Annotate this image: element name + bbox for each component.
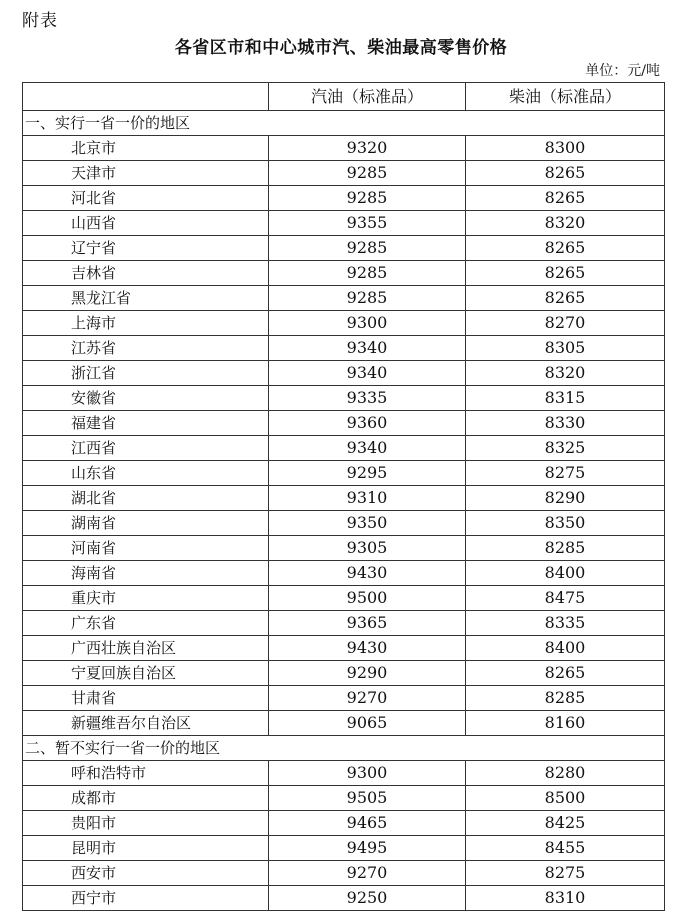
table-row (23, 236, 665, 261)
region-name: 宁夏回族自治区 (23, 661, 269, 686)
gasoline-price: 9355 (269, 211, 466, 236)
table-row (23, 536, 665, 561)
gasoline-price: 9285 (269, 186, 466, 211)
table-row (23, 586, 665, 611)
table-row (23, 486, 665, 511)
region-name: 山西省 (23, 211, 269, 236)
region-name: 河北省 (23, 186, 269, 211)
region-name: 新疆维吾尔自治区 (23, 711, 269, 736)
region-name: 西宁市 (23, 886, 269, 911)
header-region (23, 83, 269, 111)
table-row (23, 186, 665, 211)
gasoline-price: 9465 (269, 811, 466, 836)
table-row (23, 561, 665, 586)
table-row (23, 761, 665, 786)
diesel-price: 8275 (466, 461, 665, 486)
region-name: 呼和浩特市 (23, 761, 269, 786)
page-title: 各省区市和中心城市汽、柴油最高零售价格 (174, 38, 508, 58)
region-name: 江苏省 (23, 336, 269, 361)
gasoline-price: 9290 (269, 661, 466, 686)
gasoline-price: 9270 (269, 686, 466, 711)
diesel-price: 8320 (466, 211, 665, 236)
region-name: 辽宁省 (23, 236, 269, 261)
gasoline-price: 9340 (269, 361, 466, 386)
table-row (23, 886, 665, 911)
gasoline-price: 9320 (269, 136, 466, 161)
gasoline-price: 9285 (269, 236, 466, 261)
gasoline-price: 9300 (269, 311, 466, 336)
diesel-price: 8265 (466, 236, 665, 261)
region-name: 西安市 (23, 861, 269, 886)
gasoline-price: 9365 (269, 611, 466, 636)
header-gasoline: 汽油（标准品） (269, 83, 466, 111)
diesel-price: 8265 (466, 261, 665, 286)
annex-label: 附表 (22, 11, 58, 31)
table-row (23, 336, 665, 361)
gasoline-price: 9310 (269, 486, 466, 511)
table-row (23, 686, 665, 711)
unit-label: 单位：元/吨 (585, 63, 660, 79)
table-row (23, 436, 665, 461)
table-row (23, 361, 665, 386)
diesel-price: 8335 (466, 611, 665, 636)
diesel-price: 8285 (466, 536, 665, 561)
section-label: 二、暂不实行一省一价的地区 (23, 736, 665, 761)
diesel-price: 8160 (466, 711, 665, 736)
diesel-price: 8280 (466, 761, 665, 786)
gasoline-price: 9340 (269, 336, 466, 361)
gasoline-price: 9430 (269, 561, 466, 586)
region-name: 湖南省 (23, 511, 269, 536)
region-name: 天津市 (23, 161, 269, 186)
table-row (23, 861, 665, 886)
table-row (23, 511, 665, 536)
gasoline-price: 9340 (269, 436, 466, 461)
diesel-price: 8270 (466, 311, 665, 336)
gasoline-price: 9270 (269, 861, 466, 886)
region-name: 黑龙江省 (23, 286, 269, 311)
region-name: 成都市 (23, 786, 269, 811)
gasoline-price: 9065 (269, 711, 466, 736)
table-row (23, 661, 665, 686)
gasoline-price: 9335 (269, 386, 466, 411)
region-name: 甘肃省 (23, 686, 269, 711)
region-name: 重庆市 (23, 586, 269, 611)
diesel-price: 8330 (466, 411, 665, 436)
table-row (23, 161, 665, 186)
diesel-price: 8275 (466, 861, 665, 886)
diesel-price: 8285 (466, 686, 665, 711)
gasoline-price: 9305 (269, 536, 466, 561)
table-row (23, 286, 665, 311)
table-row (23, 261, 665, 286)
gasoline-price: 9285 (269, 261, 466, 286)
gasoline-price: 9295 (269, 461, 466, 486)
diesel-price: 8265 (466, 161, 665, 186)
table-row (23, 611, 665, 636)
section-label: 一、实行一省一价的地区 (23, 111, 665, 136)
region-name: 上海市 (23, 311, 269, 336)
region-name: 河南省 (23, 536, 269, 561)
region-name: 山东省 (23, 461, 269, 486)
table-row (23, 411, 665, 436)
table-row (23, 386, 665, 411)
table-row (23, 711, 665, 736)
gasoline-price: 9250 (269, 886, 466, 911)
diesel-price: 8320 (466, 361, 665, 386)
table-row (23, 136, 665, 161)
gasoline-price: 9495 (269, 836, 466, 861)
region-name: 广西壮族自治区 (23, 636, 269, 661)
diesel-price: 8455 (466, 836, 665, 861)
region-name: 浙江省 (23, 361, 269, 386)
diesel-price: 8305 (466, 336, 665, 361)
region-name: 安徽省 (23, 386, 269, 411)
diesel-price: 8350 (466, 511, 665, 536)
region-name: 江西省 (23, 436, 269, 461)
table-row (23, 461, 665, 486)
diesel-price: 8475 (466, 586, 665, 611)
diesel-price: 8500 (466, 786, 665, 811)
diesel-price: 8290 (466, 486, 665, 511)
gasoline-price: 9350 (269, 511, 466, 536)
gasoline-price: 9505 (269, 786, 466, 811)
gasoline-price: 9285 (269, 286, 466, 311)
section-row (23, 111, 665, 136)
diesel-price: 8265 (466, 661, 665, 686)
diesel-price: 8310 (466, 886, 665, 911)
diesel-price: 8325 (466, 436, 665, 461)
diesel-price: 8265 (466, 186, 665, 211)
table-header-row (23, 83, 665, 111)
region-name: 贵阳市 (23, 811, 269, 836)
region-name: 北京市 (23, 136, 269, 161)
region-name: 福建省 (23, 411, 269, 436)
price-table (22, 82, 665, 911)
region-name: 昆明市 (23, 836, 269, 861)
region-name: 广东省 (23, 611, 269, 636)
table-row (23, 811, 665, 836)
table-row (23, 636, 665, 661)
header-diesel: 柴油（标准品） (466, 83, 665, 111)
table-body (23, 111, 665, 911)
diesel-price: 8425 (466, 811, 665, 836)
gasoline-price: 9360 (269, 411, 466, 436)
gasoline-price: 9430 (269, 636, 466, 661)
region-name: 吉林省 (23, 261, 269, 286)
table-row (23, 211, 665, 236)
diesel-price: 8265 (466, 286, 665, 311)
diesel-price: 8400 (466, 636, 665, 661)
diesel-price: 8315 (466, 386, 665, 411)
region-name: 海南省 (23, 561, 269, 586)
section-row (23, 736, 665, 761)
diesel-price: 8400 (466, 561, 665, 586)
diesel-price: 8300 (466, 136, 665, 161)
gasoline-price: 9300 (269, 761, 466, 786)
table-row (23, 836, 665, 861)
table-row (23, 786, 665, 811)
gasoline-price: 9285 (269, 161, 466, 186)
gasoline-price: 9500 (269, 586, 466, 611)
table-row (23, 311, 665, 336)
region-name: 湖北省 (23, 486, 269, 511)
